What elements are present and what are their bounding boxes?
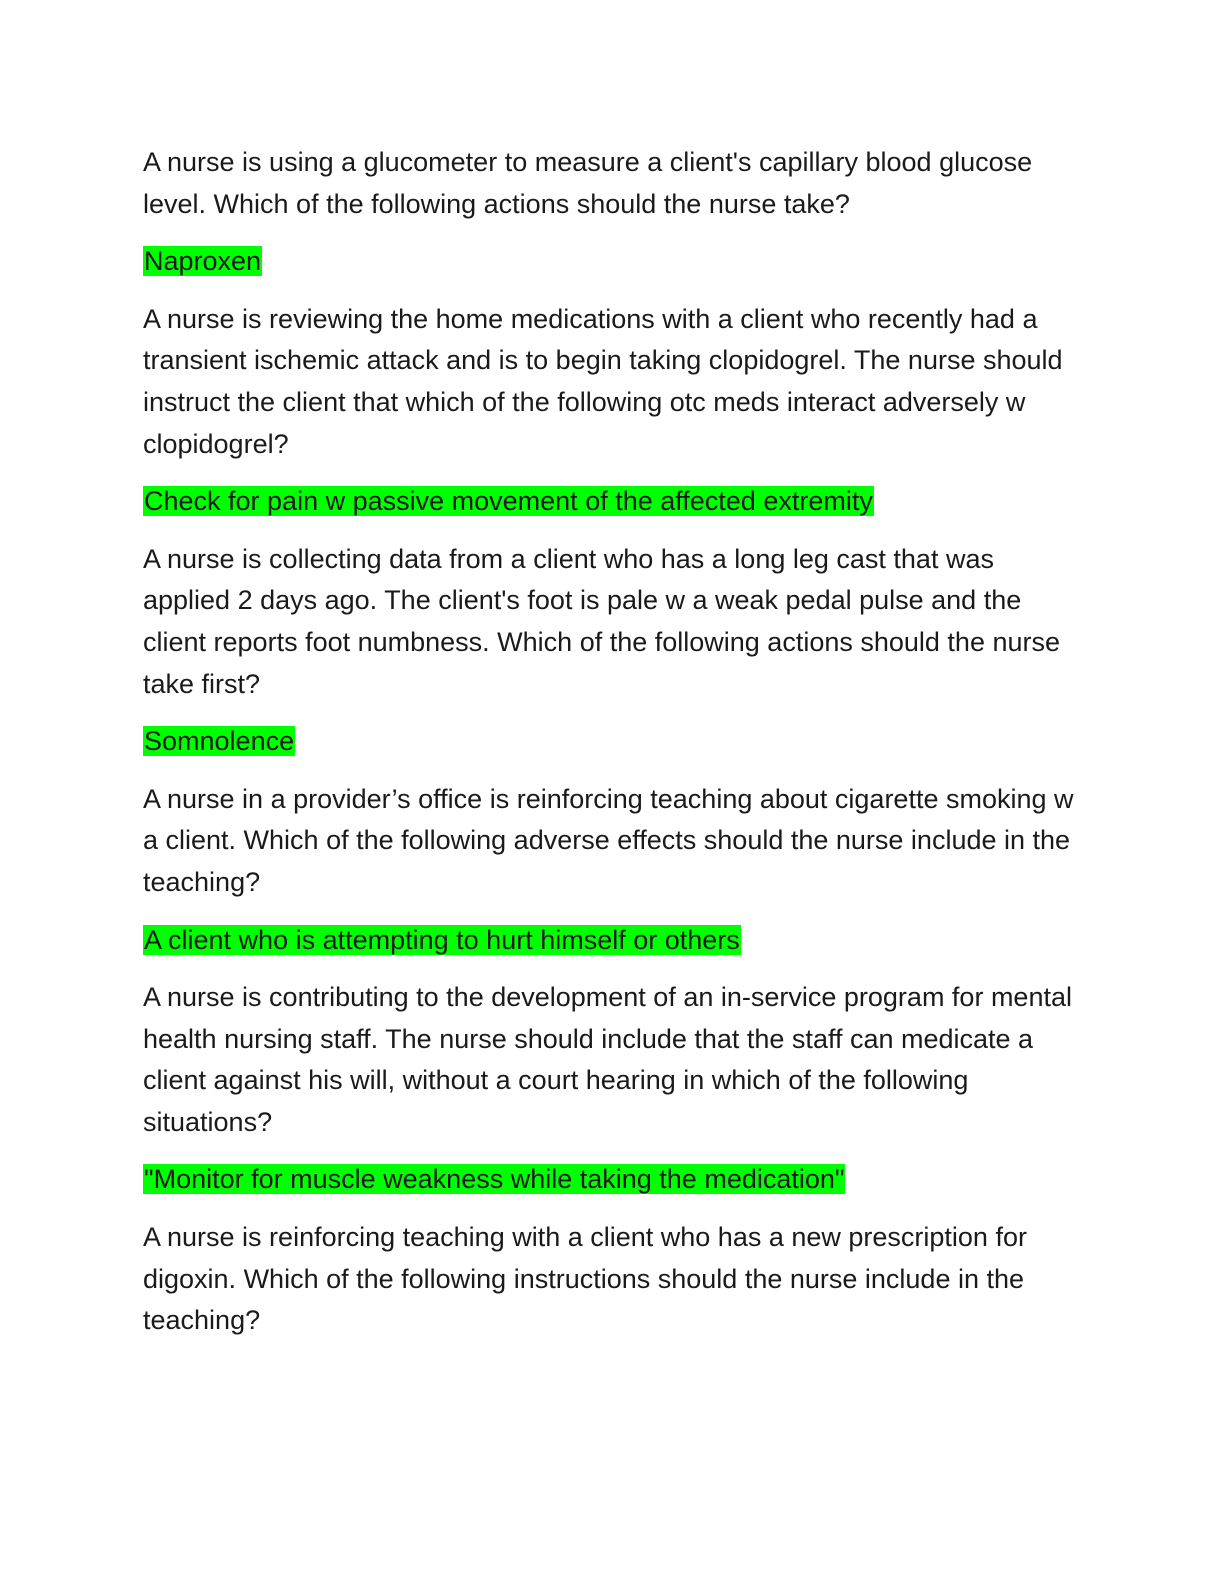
question-leg-cast: A nurse is collecting data from a client who has a long leg cast that was applied 2 days ago. The client's foot is pale w a weak pedal pulse and the client reports foot numbness. Which of the following actions should the nurse take first? — [143, 543, 1060, 699]
highlighted-answer — [143, 241, 1078, 283]
answer-text: A client who is attempting to hurt himself or others — [144, 924, 740, 955]
answer-text: Somnolence — [144, 726, 295, 757]
highlighted-answer — [143, 920, 1078, 962]
answer-text: Naproxen — [144, 246, 262, 277]
highlighted-answer — [143, 481, 1078, 523]
question-in-service-program: A nurse is contributing to the development of an in-service program for mental health nursing staff. The nurse should include that the staff can medicate a client against his will, without a court hearing in which of the following situations? — [143, 982, 1072, 1137]
answer-text: Check for pain w passive movement of the affected extremity — [144, 486, 873, 517]
question-digoxin: A nurse is reinforcing teaching with a client who has a new prescription for digoxin. Which of the following instructions should the nurse include in the teaching? — [143, 1222, 1027, 1336]
highlighted-answer — [143, 721, 1078, 763]
question-cigarette-smoking: A nurse in a provider’s office is reinforcing teaching about cigarette smoking w a client. Which of the following adverse effects should the nurse include in the teaching? — [143, 783, 1074, 897]
question-glucometer: A nurse is using a glucometer to measure a client's capillary blood glucose level. Which of the following actions should the nurse take? — [143, 147, 1033, 219]
question-clopidogrel: A nurse is reviewing the home medications with a client who recently had a transient ischemic attack and is to begin taking clopidogrel. The nurse should instruct the client that which of the following otc meds interact adversely w clopidogrel? — [143, 303, 1063, 459]
answer-text: "Monitor for muscle weakness while taking the medication" — [144, 1164, 845, 1195]
highlighted-answer — [143, 1159, 1078, 1201]
document-page — [143, 142, 1078, 1358]
